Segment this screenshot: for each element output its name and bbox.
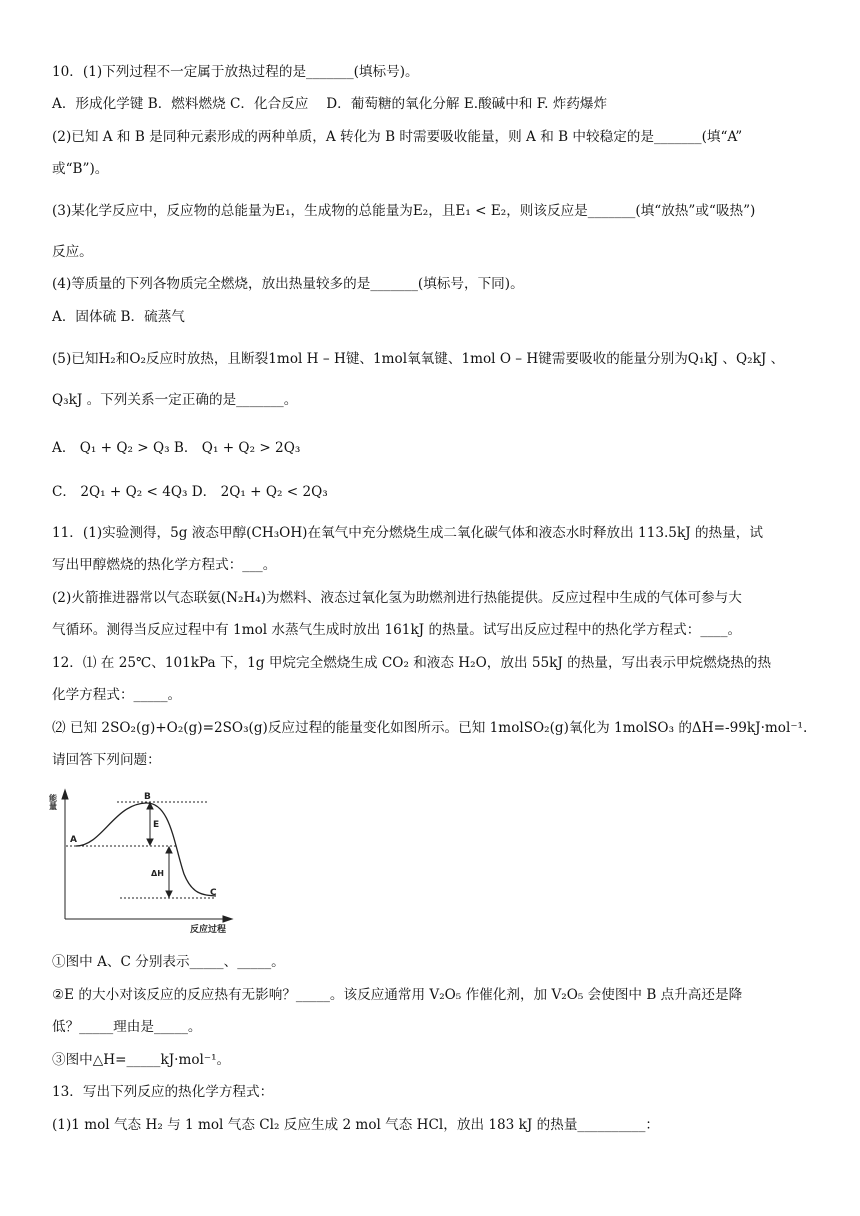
line-q10-4-opts: A．固体硫 B．硫蒸气: [52, 309, 185, 325]
x-axis-arrow: [223, 916, 232, 922]
y-axis-label: 能量: [48, 794, 58, 810]
line-q10-2a: (2)已知 A 和 B 是同种元素形成的两种单质，A 转化为 B 时需要吸收能量，则 A 和 B 中较稳定的是_______(填“A”: [52, 129, 743, 145]
line-q10-5a: (5)已知H₂和O₂反应时放热，且断裂1mol H – H键、1mol氧氧键、1mol O – H键需要吸收的能量分别为Q₁kJ 、Q₂kJ 、: [52, 351, 785, 367]
line-q11-2a: (2)火箭推进器常以气态联氨(N₂H₄)为燃料、液态过氧化氢为助燃剂进行热能提供。反应过程中生成的气体可参与大: [52, 590, 742, 606]
line-q13-1: (1)1 mol 气态 H₂ 与 1 mol 气态 Cl₂ 反应生成 2 mol 气态 HCl，放出 183 kJ 的热量__________：: [52, 1117, 659, 1133]
line-q12-2a: ⑵ 已知 2SO₂(g)+O₂(g)=2SO₃(g)反应过程的能量变化如图所示。已知 1molSO₂(g)氧化为 1molSO₃ 的ΔH=-99kJ·mol⁻¹.: [52, 720, 808, 736]
line-q12-2b: 请回答下列问题：: [52, 752, 161, 768]
line-q10-3b: 反应。: [52, 244, 93, 260]
line-q12-1a: 12．⑴ 在 25℃、101kPa 下，1g 甲烷完全燃烧生成 CO₂ 和液态 H₂O，放出 55kJ 的热量，写出表示甲烷燃烧热的热: [52, 655, 772, 671]
line-q10-1: 10．(1)下列过程不一定属于放热过程的是_______(填标号)。: [52, 64, 419, 80]
line-q12-2-2b: 低？_____理由是_____。: [52, 1019, 202, 1035]
line-q10-5-optcd: C． 2Q₁ + Q₂ < 4Q₃ D． 2Q₁ + Q₂ < 2Q₃: [52, 484, 328, 500]
line-q10-4: (4)等质量的下列各物质完全燃烧，放出热量较多的是_______(填标号，下同)。: [52, 276, 524, 292]
line-q12-2-2a: ②E 的大小对该反应的反应热有无影响？_____。该反应通常用 V₂O₅ 作催化剂，加 V₂O₅ 会使图中 B 点升高还是降: [52, 987, 743, 1003]
point-a-label: A: [70, 835, 77, 845]
energy-curve: [76, 803, 216, 896]
line-q10-3a: (3)某化学反应中，反应物的总能量为E₁，生成物的总能量为E₂，且E₁ < E₂，则该反应是_______(填“放热”或“吸热”): [52, 203, 756, 219]
line-q10-1-opts: A．形成化学键 B．燃料燃烧 C．化合反应 D．葡萄糖的氧化分解 E.酸碱中和 F. 炸药爆炸: [52, 96, 608, 112]
line-q12-2-3: ③图中△H=_____kJ·mol⁻¹。: [52, 1052, 231, 1068]
point-b-label: B: [144, 792, 151, 802]
energy-diagram: [48, 784, 242, 936]
line-q12-2-1: ①图中 A、C 分别表示_____、_____。: [52, 954, 285, 970]
line-q11-1b: 写出甲醇燃烧的热化学方程式：___。: [52, 557, 277, 573]
e-label: E: [153, 820, 160, 830]
line-q11-1a: 11．(1)实验测得，5g 液态甲醇(CH₃OH)在氧气中充分燃烧生成二氧化碳气体和液态水时释放出 113.5kJ 的热量，试: [52, 525, 763, 541]
point-c-label: C: [210, 888, 217, 898]
y-axis-arrow: [62, 790, 68, 799]
line-q10-2b: 或“B”)。: [52, 161, 109, 177]
line-q13: 13．写出下列反应的热化学方程式：: [52, 1084, 274, 1100]
line-q12-1b: 化学方程式：_____。: [52, 687, 182, 703]
line-q11-2b: 气循环。测得当反应过程中有 1mol 水蒸气生成时放出 161kJ 的热量。试写出反应过程中的热化学方程式：____。: [52, 622, 742, 638]
x-axis-label: 反应过程: [190, 925, 227, 935]
line-q10-5-optab: A． Q₁ + Q₂ > Q₃ B． Q₁ + Q₂ > 2Q₃: [52, 440, 301, 456]
dh-label: ΔH: [151, 869, 164, 878]
line-q10-5b: Q₃kJ 。下列关系一定正确的是_______。: [52, 392, 298, 408]
